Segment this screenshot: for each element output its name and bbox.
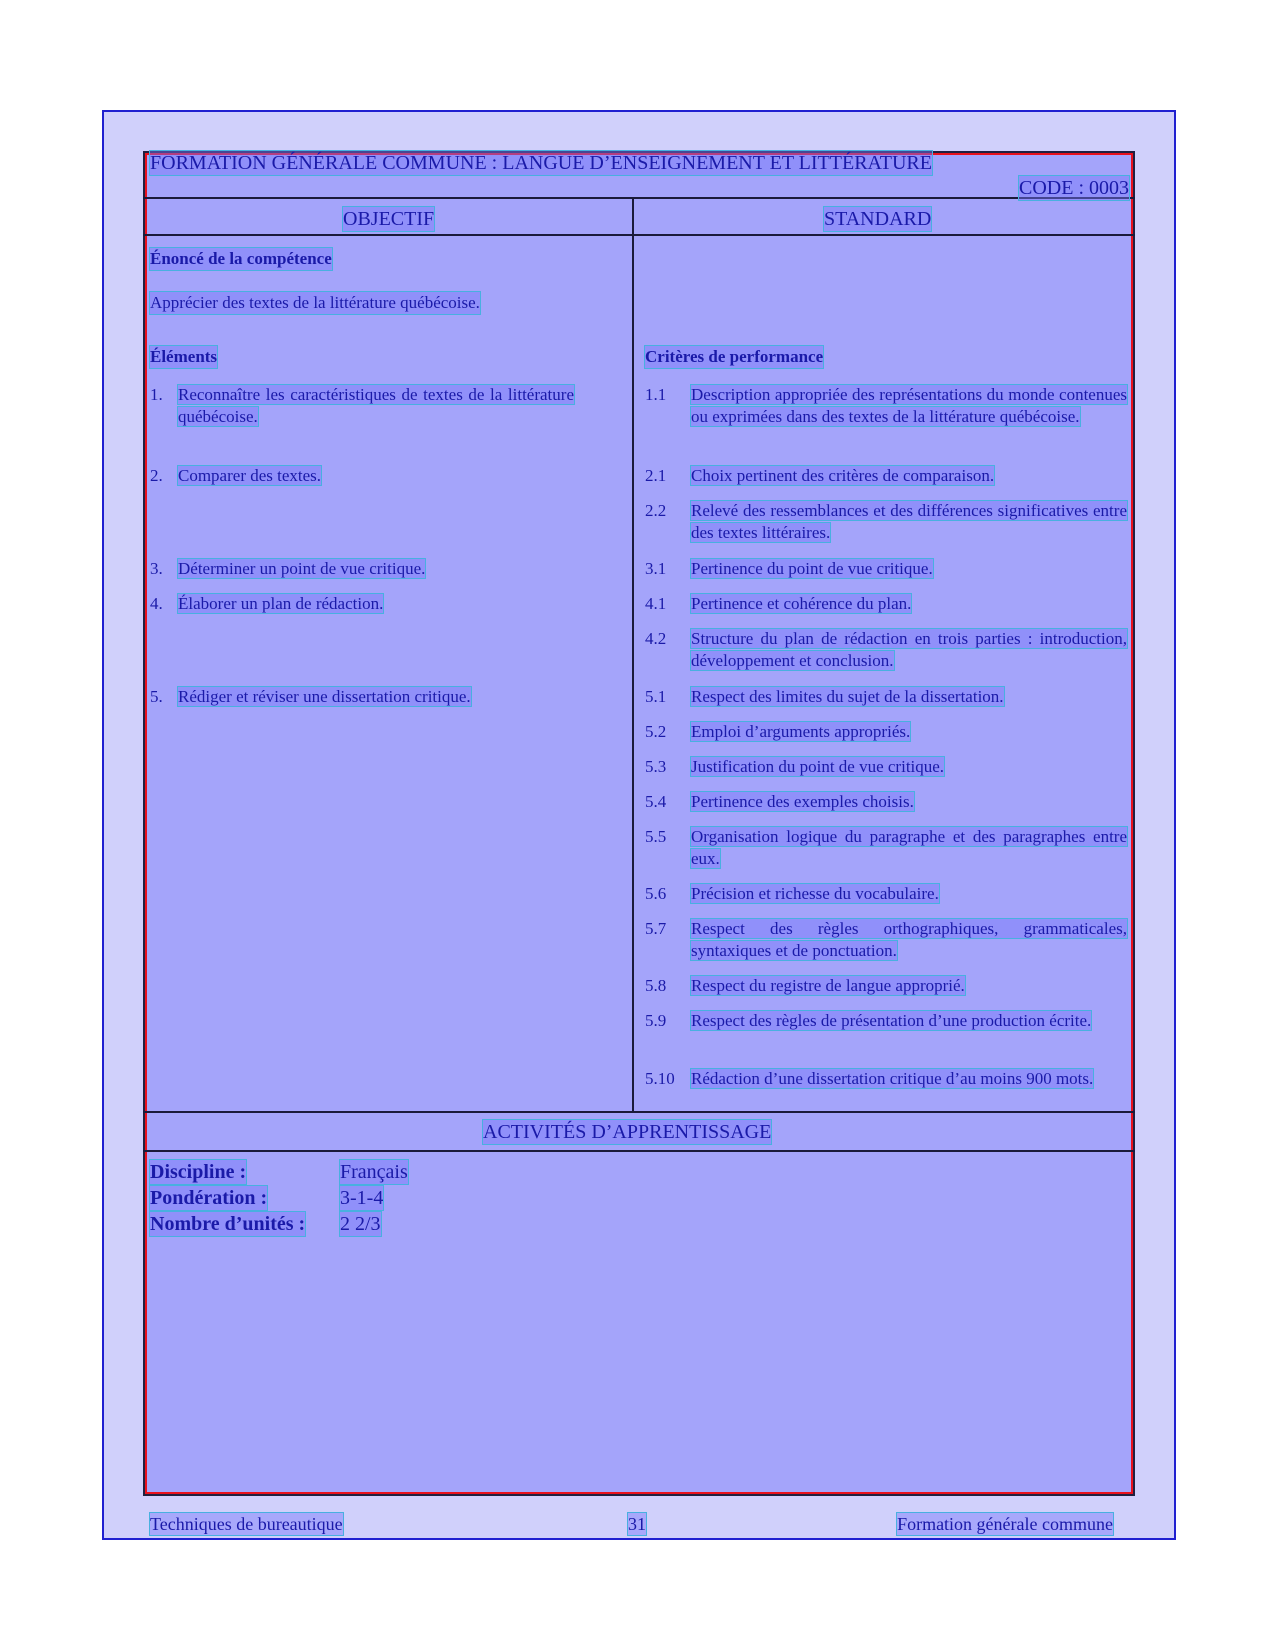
ponderation-label: Pondération :	[150, 1187, 268, 1209]
critere-number: 5.8	[645, 976, 667, 995]
critere-number: 5.4	[645, 792, 667, 811]
critere-item: Description appropriée des représentations du monde contenues ou exprimées dans des textes de la littérature québécoise.	[691, 385, 1127, 426]
critere-item: Pertinence du point de vue critique.	[691, 559, 933, 578]
competency-sheet	[143, 151, 1135, 1496]
criteres-heading: Critères de performance	[645, 347, 824, 366]
activities-heading: ACTIVITÉS D’APPRENTISSAGE	[483, 1121, 772, 1143]
critere-number: 5.10	[645, 1069, 675, 1088]
critere-item: Précision et richesse du vocabulaire.	[691, 884, 939, 903]
critere-number: 4.1	[645, 594, 667, 613]
critere-number: 5.9	[645, 1011, 667, 1030]
header-divider	[143, 197, 1135, 199]
critere-item: Respect des règles orthographiques, grammaticales, syntaxiques et de ponctuation.	[691, 919, 1127, 960]
critere-item: Justification du point de vue critique.	[691, 757, 945, 776]
activities-top-divider	[143, 1111, 1135, 1113]
unites-value: 2 2/3	[340, 1213, 381, 1235]
discipline-label: Discipline :	[150, 1161, 247, 1183]
critere-number: 5.7	[645, 919, 667, 938]
column-separator	[632, 197, 634, 1111]
critere-number: 1.1	[645, 385, 667, 404]
element-item: Reconnaître les caractéristiques de textes de la littérature québécoise.	[178, 385, 574, 426]
element-number: 5.	[150, 687, 163, 706]
elements-heading: Éléments	[150, 347, 218, 366]
column-header-standard: STANDARD	[824, 208, 932, 230]
ponderation-value: 3-1-4	[340, 1187, 384, 1209]
critere-item: Choix pertinent des critères de comparaison.	[691, 466, 995, 485]
activities-bottom-divider	[143, 1150, 1135, 1152]
critere-item: Structure du plan de rédaction en trois parties : introduction, développement et conclusion.	[691, 629, 1127, 670]
critere-number: 5.2	[645, 722, 667, 741]
element-item: Élaborer un plan de rédaction.	[178, 594, 384, 613]
element-number: 4.	[150, 594, 163, 613]
critere-number: 2.2	[645, 501, 667, 520]
critere-number: 5.3	[645, 757, 667, 776]
critere-number: 5.1	[645, 687, 667, 706]
column-header-objectif: OBJECTIF	[343, 208, 435, 230]
enonce-text: Apprécier des textes de la littérature québécoise.	[150, 293, 480, 312]
critere-number: 5.6	[645, 884, 667, 903]
discipline-value: Français	[340, 1161, 408, 1183]
critere-item: Rédaction d’une dissertation critique d’au moins 900 mots.	[691, 1069, 1094, 1088]
critere-number: 4.2	[645, 629, 667, 648]
critere-item: Pertinence des exemples choisis.	[691, 792, 914, 811]
critere-item: Pertinence et cohérence du plan.	[691, 594, 912, 613]
document-title: FORMATION GÉNÉRALE COMMUNE : LANGUE D’ENSEIGNEMENT ET LITTÉRATURE	[150, 152, 932, 174]
critere-item: Respect des règles de présentation d’une production écrite.	[691, 1011, 1092, 1030]
footer-program: Techniques de bureautique	[150, 1514, 343, 1534]
critere-item: Emploi d’arguments appropriés.	[691, 722, 911, 741]
element-item: Rédiger et réviser une dissertation critique.	[178, 687, 471, 706]
critere-item: Organisation logique du paragraphe et des paragraphes entre eux.	[691, 827, 1127, 868]
footer-page-number: 31	[628, 1514, 646, 1534]
footer-section: Formation générale commune	[897, 1514, 1113, 1534]
course-code: CODE : 0003	[1019, 177, 1129, 199]
unites-label: Nombre d’unités :	[150, 1213, 306, 1235]
element-item: Comparer des textes.	[178, 466, 322, 485]
critere-item: Respect des limites du sujet de la dissertation.	[691, 687, 1004, 706]
critere-number: 5.5	[645, 827, 667, 846]
critere-number: 2.1	[645, 466, 667, 485]
element-number: 1.	[150, 385, 163, 404]
critere-item: Relevé des ressemblances et des différences significatives entre des textes littéraires.	[691, 501, 1127, 542]
element-item: Déterminer un point de vue critique.	[178, 559, 426, 578]
enonce-heading: Énoncé de la compétence	[150, 249, 332, 268]
critere-item: Respect du registre de langue approprié.	[691, 976, 965, 995]
critere-number: 3.1	[645, 559, 667, 578]
element-number: 2.	[150, 466, 163, 485]
columns-divider	[143, 234, 1135, 236]
element-number: 3.	[150, 559, 163, 578]
